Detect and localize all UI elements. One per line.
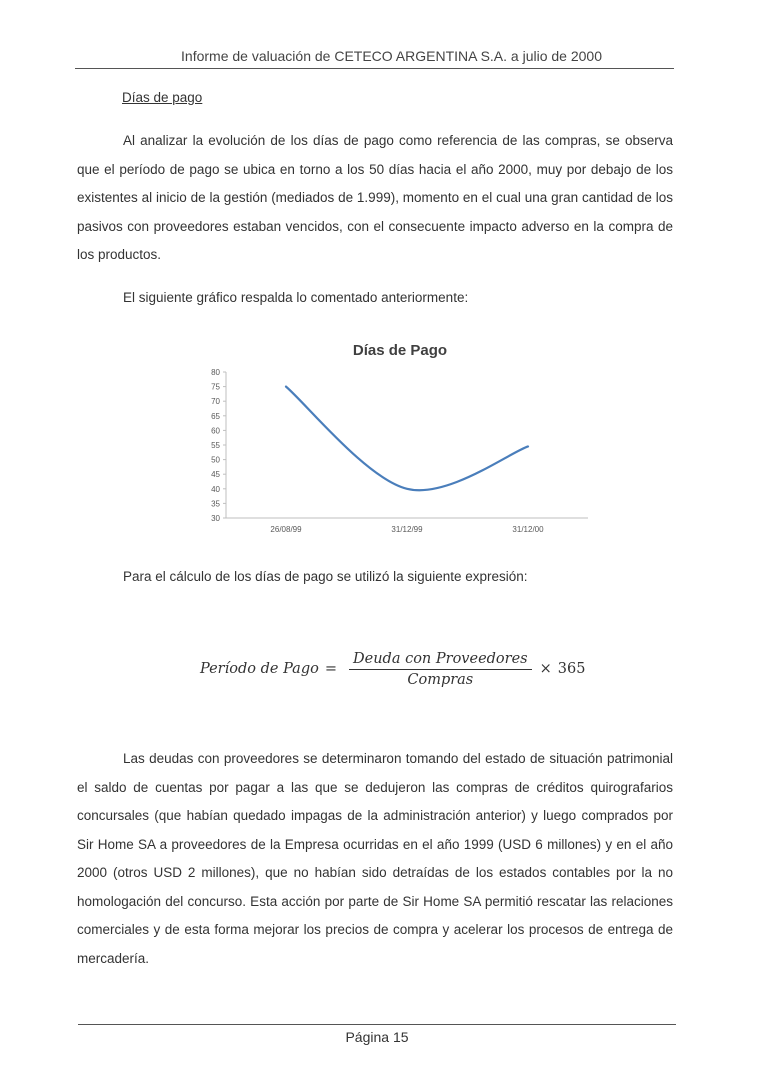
paragraph-deudas: Las deudas con proveedores se determinaron tomando del estado de situación patrimonial el saldo de cuentas por pagar a las que se dedujeron las compras de créditos quirografarios concursales (que habían quedado impagas de la administración anterior) y luego comprados por Sir Home SA a proveedores de la Empresa ocurridas en el año 1999 (USD 6 millones) y en el año 2000 (otros USD 2 millones), que no habían sido detraídas de los estados contables por la no homologación del concurso. Esta acción por parte de Sir Home SA permitió rescatar las relaciones comerciales y de esta forma mejorar los precios de compra y acelerar los procesos de entrega de mercadería. <box>77 751 673 966</box>
footer-divider <box>78 1024 676 1025</box>
x-tick-label: 31/12/99 <box>391 525 423 534</box>
y-tick-label: 50 <box>211 455 220 465</box>
plot-area <box>286 387 528 491</box>
formula-equals: = <box>324 661 337 677</box>
formula-lhs: Período de Pago <box>200 661 319 677</box>
chart-dias-de-pago <box>190 332 600 542</box>
formula-fraction <box>349 651 532 688</box>
formula-denominator: Compras <box>407 671 474 688</box>
chart-title: Días de Pago <box>352 342 448 359</box>
paragraph-formula-intro: Para el cálculo de los días de pago se utilizó la siguiente expresión: <box>123 569 528 584</box>
formula <box>200 644 585 694</box>
y-tick-label: 40 <box>211 484 220 494</box>
section-title: Días de pago <box>122 90 203 105</box>
paragraph-analysis: Al analizar la evolución de los días de pago como referencia de las compras, se observa que el período de pago se ubica en torno a los 50 días hacia el año 2000, muy por debajo de los existentes al inicio de la gestión (mediados de 1.999), momento en el cual una gran cantidad de los pasivos con proveedores estaban vencidos, con el consecuente impacto adverso en la compra de los productos. <box>77 133 673 262</box>
y-axis <box>211 368 226 523</box>
y-tick-label: 35 <box>211 499 220 509</box>
y-tick-label: 30 <box>211 514 220 523</box>
series-line-0 <box>286 387 528 491</box>
page-header: Informe de valuación de CETECO ARGENTINA S.A. a julio de 2000 <box>181 48 602 64</box>
y-tick-label: 70 <box>211 397 220 407</box>
chart-svg <box>190 332 600 542</box>
x-axis <box>226 518 588 534</box>
y-tick-label: 45 <box>211 470 220 480</box>
y-tick-label: 65 <box>211 411 220 421</box>
header-divider <box>75 68 674 69</box>
y-tick-label: 60 <box>211 426 220 436</box>
page-number: Página 15 <box>345 1029 409 1045</box>
y-tick-label: 55 <box>211 441 220 450</box>
x-tick-label: 31/12/00 <box>512 525 544 534</box>
formula-numerator: Deuda con Proveedores <box>353 650 528 667</box>
x-tick-label: 26/08/99 <box>270 525 302 534</box>
formula-multiplier: 365 <box>557 661 586 677</box>
paragraph-chart-intro: El siguiente gráfico respalda lo comentado anteriormente: <box>123 290 469 305</box>
y-tick-label: 80 <box>211 368 220 377</box>
y-tick-label: 75 <box>211 382 220 392</box>
formula-times: × <box>539 661 552 677</box>
